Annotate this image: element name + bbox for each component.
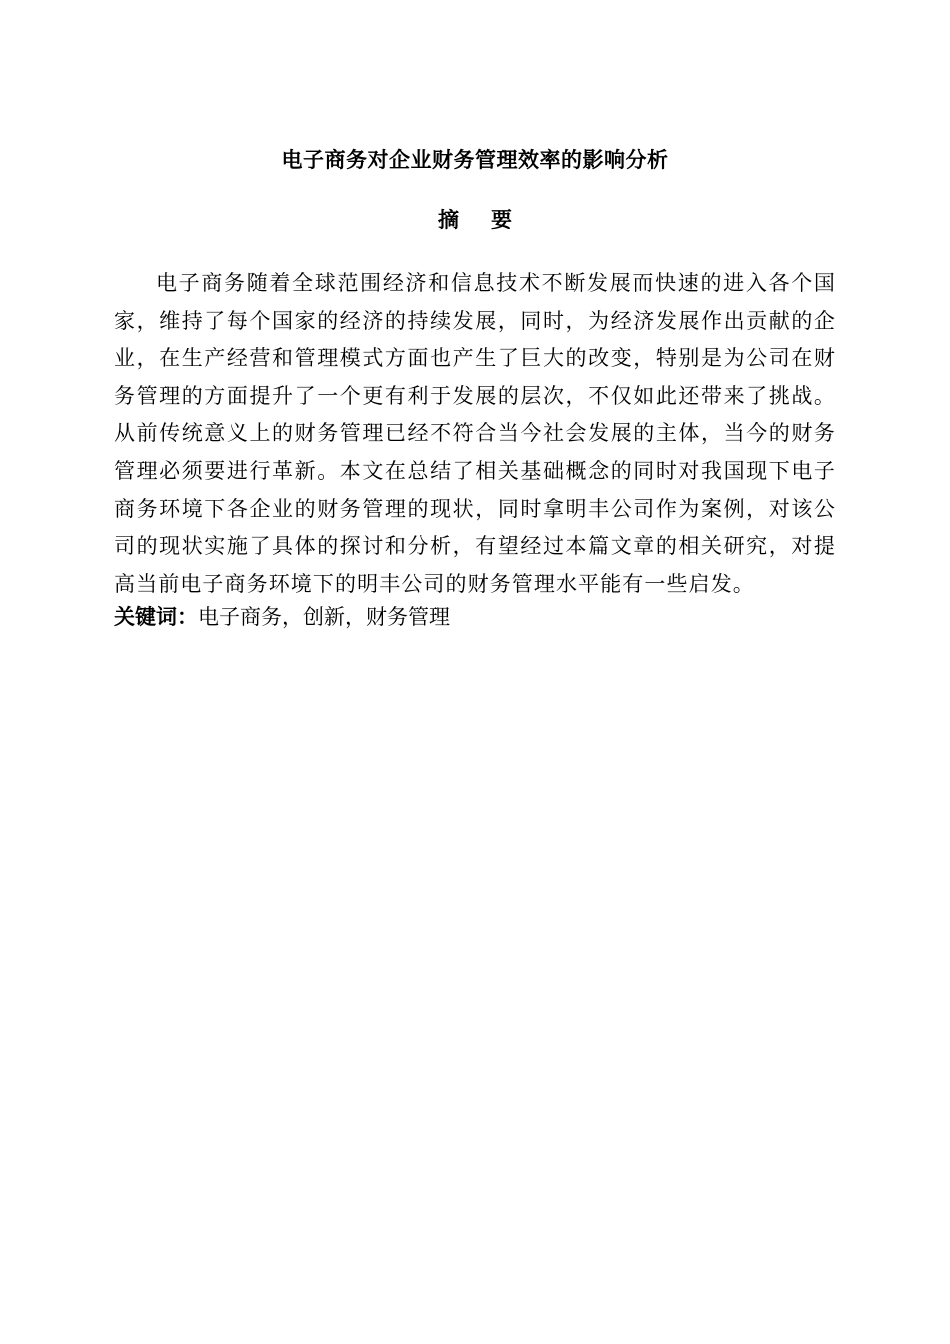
keywords-line <box>114 602 836 632</box>
keywords-label: 关键词： <box>114 605 198 629</box>
abstract-heading: 摘要 <box>438 208 544 232</box>
abstract-body: 电子商务随着全球范围经济和信息技术不断发展而快速的进入各个国家，维持了每个国家的经济的持续发展，同时，为经济发展作出贡献的企业，在生产经营和管理模式方面也产生了巨大的改变，特别是为公司在财务管理的方面提升了一个更有利于发展的层次，不仅如此还带来了挑战。从前传统意义上的财务管理已经不符合当今社会发展的主体，当今的财务管理必须要进行革新。本文在总结了相关基础概念的同时对我国现下电子商务环境下各企业的财务管理的现状，同时拿明丰公司作为案例，对该公司的现状实施了具体的探讨和分析，有望经过本篇文章的相关研究，对提高当前电子商务环境下的明丰公司的财务管理水平能有一些启发。 <box>114 271 836 596</box>
keywords-value: 电子商务，创新，财务管理 <box>198 605 450 629</box>
document-title: 电子商务对企业财务管理效率的影响分析 <box>281 148 669 172</box>
